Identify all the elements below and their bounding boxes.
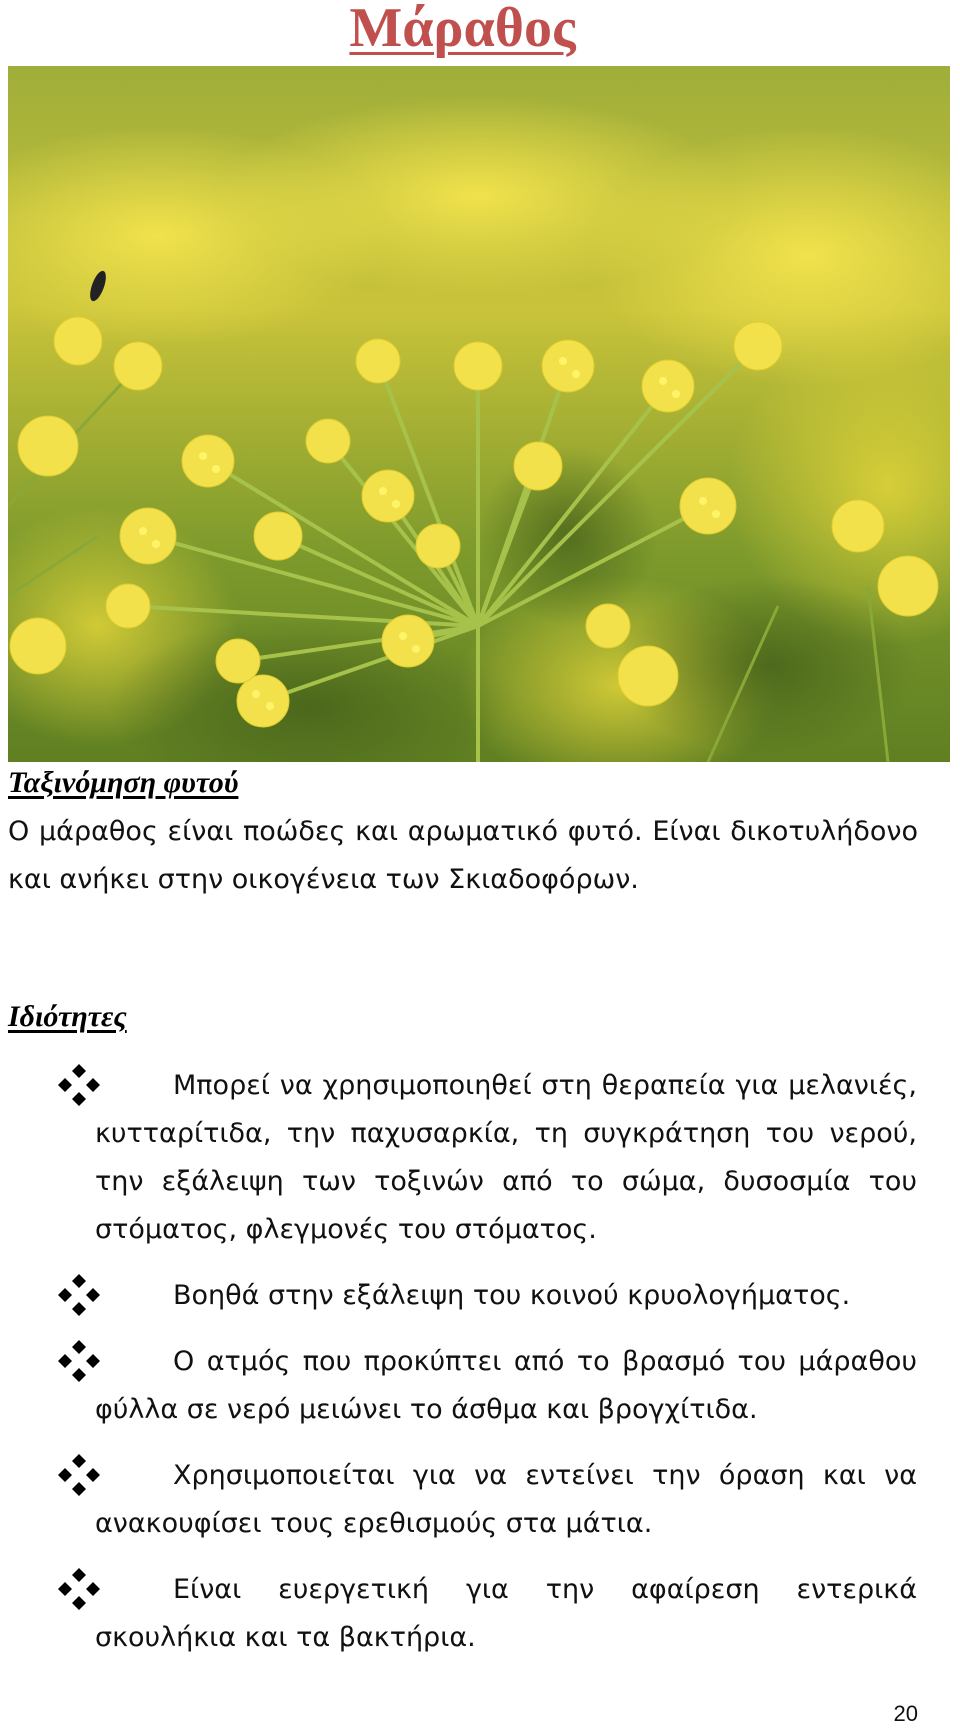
list-item	[0, 1272, 960, 1320]
four-diamond-bullet-icon	[56, 1338, 102, 1384]
list-item-text: Είναι ευεργετική για την αφαίρεση εντερικά σκουλήκια και τα βακτήρια.	[95, 1574, 917, 1653]
properties-list	[0, 1062, 960, 1680]
section-heading-classification: Ταξινόμηση φυτού	[8, 766, 239, 799]
fennel-photo	[8, 66, 950, 762]
classification-paragraph: Ο μάραθος είναι ποώδες και αρωματικό φυτό. Είναι δικοτυλήδονο και ανήκει στην οικογένεια των Σκιαδοφόρων.	[8, 816, 918, 895]
list-item	[0, 1338, 960, 1434]
page-title: Μάραθος	[349, 0, 576, 59]
four-diamond-bullet-icon	[56, 1452, 102, 1498]
four-diamond-bullet-icon	[56, 1062, 102, 1108]
list-item	[0, 1566, 960, 1662]
fennel-flowers-image	[8, 66, 950, 762]
list-item-text: Ο ατμός που προκύπτει από το βρασμό του μάραθου φύλλα σε νερό μειώνει το άσθμα και βρογχίτιδα.	[95, 1346, 917, 1425]
list-item-text: Χρησιμοποιείται για να εντείνει την όραση και να ανακουφίσει τους ερεθισμούς στα μάτια.	[95, 1460, 917, 1539]
four-diamond-bullet-icon	[56, 1566, 102, 1612]
list-item-text: Μπορεί να χρησιμοποιηθεί στη θεραπεία για μελανιές, κυτταρίτιδα, την παχυσαρκία, τη συγκράτηση του νερού, την εξάλειψη των τοξινών από το σώμα, δυσοσμία του στόματος, φλεγμονές του στόματος.	[95, 1070, 917, 1245]
list-item	[0, 1452, 960, 1548]
four-diamond-bullet-icon	[56, 1272, 102, 1318]
page-number: 20	[893, 1701, 918, 1726]
list-item	[0, 1062, 960, 1254]
section-heading-properties: Ιδιότητες	[8, 1000, 127, 1033]
list-item-text: Βοηθά στην εξάλειψη του κοινού κρυολογήματος.	[173, 1280, 851, 1311]
